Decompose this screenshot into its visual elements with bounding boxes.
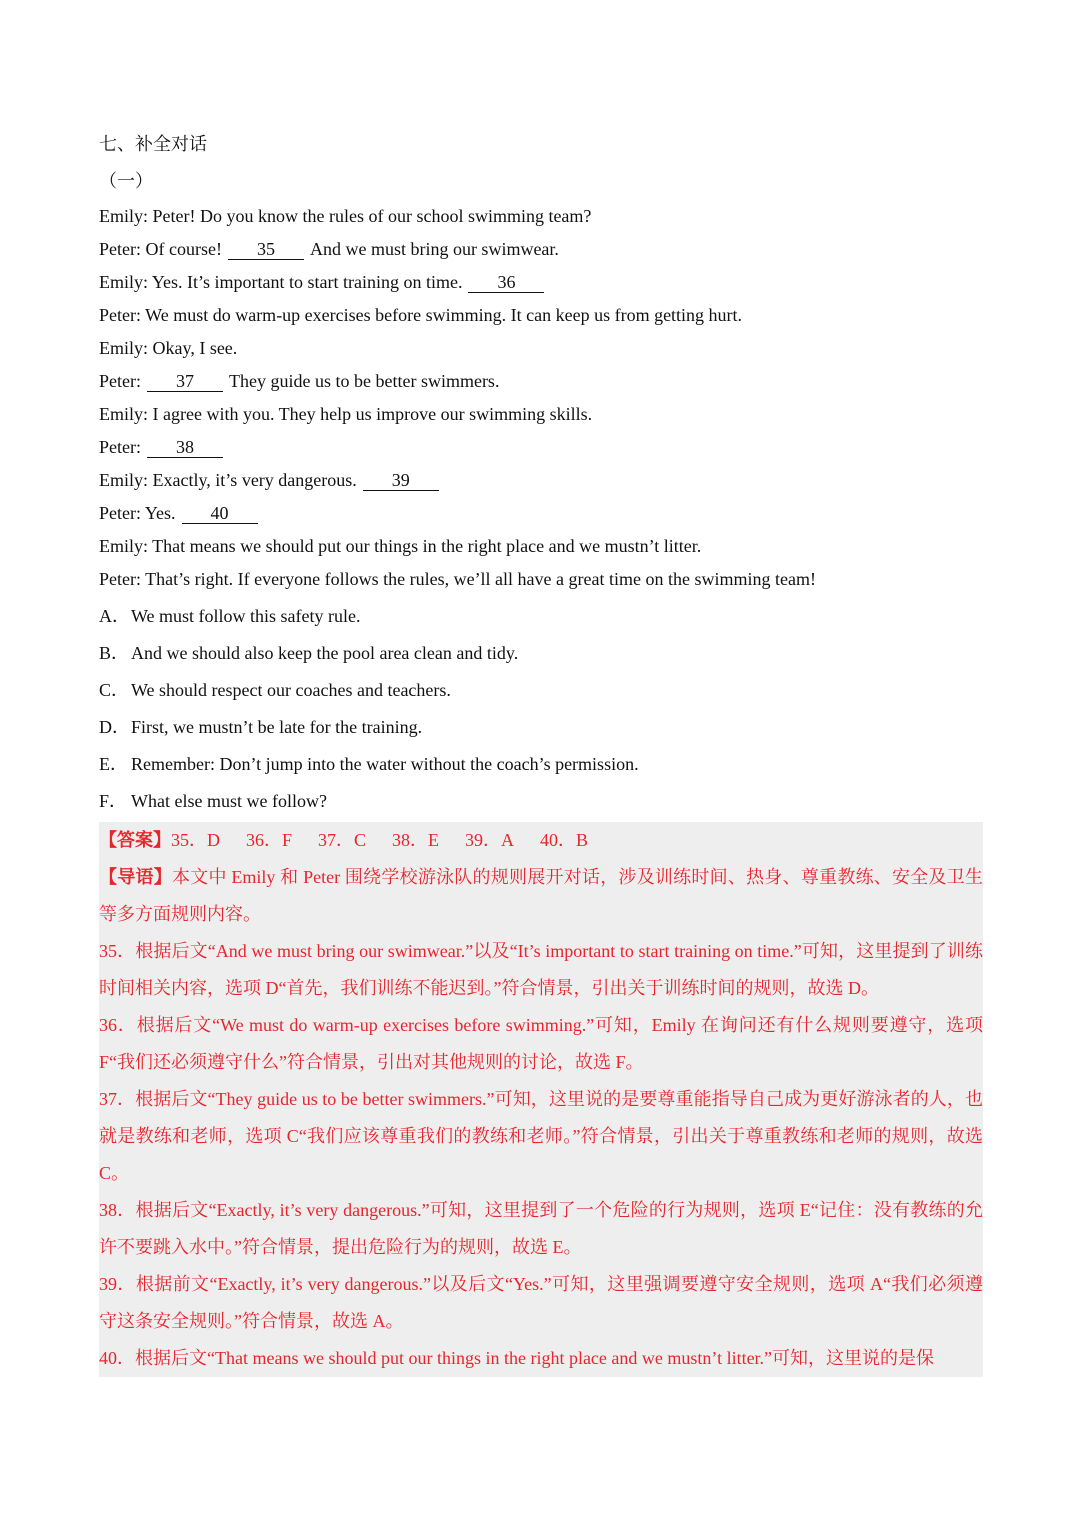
answer-item: 40．B: [540, 830, 589, 850]
option-letter: F．: [99, 791, 128, 811]
option-item: [99, 709, 983, 746]
dialogue-line: [99, 332, 983, 365]
dialogue-text: Peter: We must do warm-up exercises before swimming. It can keep us from getting hurt.: [99, 305, 743, 325]
answer-label: 【答案】: [99, 830, 171, 850]
dialogue-text: Emily: Okay, I see.: [99, 338, 238, 358]
answer-key: [99, 822, 983, 859]
option-text: We must follow this safety rule.: [131, 606, 361, 626]
option-item: [99, 672, 983, 709]
option-item: [99, 635, 983, 672]
dialogue-text: Peter: Yes.: [99, 503, 176, 523]
option-text: We should respect our coaches and teachers.: [131, 680, 451, 700]
explanation-paragraph: 38．根据后文“Exactly, it’s very dangerous.”可知，这里提到了一个危险的行为规则，选项 E“记住：没有教练的允许不要跳入水中。”符合情景，提出危险行为的规则，故选 E。: [99, 1200, 983, 1257]
dialogue-line: [99, 497, 983, 530]
dialogue-line: [99, 398, 983, 431]
options-list: [99, 598, 983, 820]
dialogue-line: [99, 200, 983, 233]
dialogue-line: [99, 464, 983, 497]
option-item: [99, 598, 983, 635]
option-text: What else must we follow?: [131, 791, 327, 811]
answer-item: 37．C: [318, 830, 367, 850]
answer-section: [99, 822, 983, 1377]
dialogue-line: [99, 530, 983, 563]
explanations: [99, 933, 983, 1377]
explanation-paragraph: 39．根据前文“Exactly, it’s very dangerous.”以及后文“Yes.”可知，这里强调要遵守安全规则，选项 A“我们必须遵守这条安全规则。”符合情景，故选 A。: [99, 1274, 983, 1331]
dialogue-text: Peter: That’s right. If everyone follows the rules, we’ll all have a great time on the swimming team!: [99, 569, 816, 589]
dialogue-text: Emily: Exactly, it’s very dangerous.: [99, 470, 357, 490]
option-letter: E．: [99, 754, 128, 774]
option-item: [99, 783, 983, 820]
answer-blank: 40: [182, 503, 258, 524]
dialogue-line: [99, 431, 983, 464]
guide-text: 本文中 Emily 和 Peter 围绕学校游泳队的规则展开对话，涉及训练时间、热身、尊重教练、安全及卫生等多方面规则内容。: [99, 867, 984, 924]
dialogue-line: [99, 299, 983, 332]
option-letter: D．: [99, 717, 130, 737]
dialogue-text: Peter:: [99, 437, 141, 457]
answer-blank: 36: [468, 272, 544, 293]
section-subtitle: （一）: [99, 171, 153, 191]
dialogue-text: Emily: Peter! Do you know the rules of our school swimming team?: [99, 206, 592, 226]
answer-blank: 39: [363, 470, 439, 491]
option-text: First, we mustn’t be late for the training.: [131, 717, 423, 737]
content-area: [99, 127, 983, 1377]
answer-item: 39．A: [465, 830, 515, 850]
dialogue: [99, 200, 983, 596]
dialogue-text: They guide us to be better swimmers.: [229, 371, 500, 391]
option-letter: A．: [99, 606, 130, 626]
answer-blank: 38: [147, 437, 223, 458]
dialogue-text: Emily: I agree with you. They help us improve our swimming skills.: [99, 404, 593, 424]
dialogue-line: [99, 233, 983, 266]
answer-blank: 37: [147, 371, 223, 392]
dialogue-text: Emily: That means we should put our things in the right place and we mustn’t litter.: [99, 536, 702, 556]
dialogue-text: And we must bring our swimwear.: [309, 239, 559, 259]
explanation-paragraph: 40．根据后文“That means we should put our things in the right place and we mustn’t litter.”可知，这里说的是保: [99, 1348, 935, 1368]
option-letter: C．: [99, 680, 130, 700]
answer-item: 35．D: [171, 830, 220, 850]
dialogue-text: Peter: Of course!: [99, 239, 222, 259]
section-title: 七、补全对话: [99, 134, 207, 154]
dialogue-line: [99, 563, 983, 596]
dialogue-text: Emily: Yes. It’s important to start training on time.: [99, 272, 463, 292]
option-text: And we should also keep the pool area clean and tidy.: [131, 643, 519, 663]
explanation-paragraph: 37．根据后文“They guide us to be better swimmers.”可知，这里说的是要尊重能指导自己成为更好游泳者的人，也就是教练和老师，选项 C“我们应该尊重我们的教练和老师。”符合情景，引出关于尊重教练和老师的规则，故选 C。: [99, 1089, 983, 1183]
guide-paragraph: [99, 859, 983, 933]
explanation-paragraph: 36．根据后文“We must do warm-up exercises before swimming.”可知，Emily 在询问还有什么规则要遵守，选项 F“我们还必须遵守什么”符合情景，引出对其他规则的讨论，故选 F。: [99, 1015, 983, 1072]
option-letter: B．: [99, 643, 130, 663]
explanation-paragraph: 35．根据后文“And we must bring our swimwear.”以及“It’s important to start training on time.”可知，这里提到了训练时间相关内容，选项 D“首先，我们训练不能迟到。”符合情景，引出关于训练时间的规则，故选 D。: [99, 941, 983, 998]
answer-item: 38．E: [392, 830, 440, 850]
option-text: Remember: Don’t jump into the water without the coach’s permission.: [131, 754, 639, 774]
option-item: [99, 746, 983, 783]
guide-label: 【导语】: [99, 867, 172, 887]
dialogue-line: [99, 266, 983, 299]
answer-blank: 35: [228, 239, 304, 260]
dialogue-line: [99, 365, 983, 398]
answer-item: 36．F: [246, 830, 293, 850]
dialogue-text: Peter:: [99, 371, 141, 391]
